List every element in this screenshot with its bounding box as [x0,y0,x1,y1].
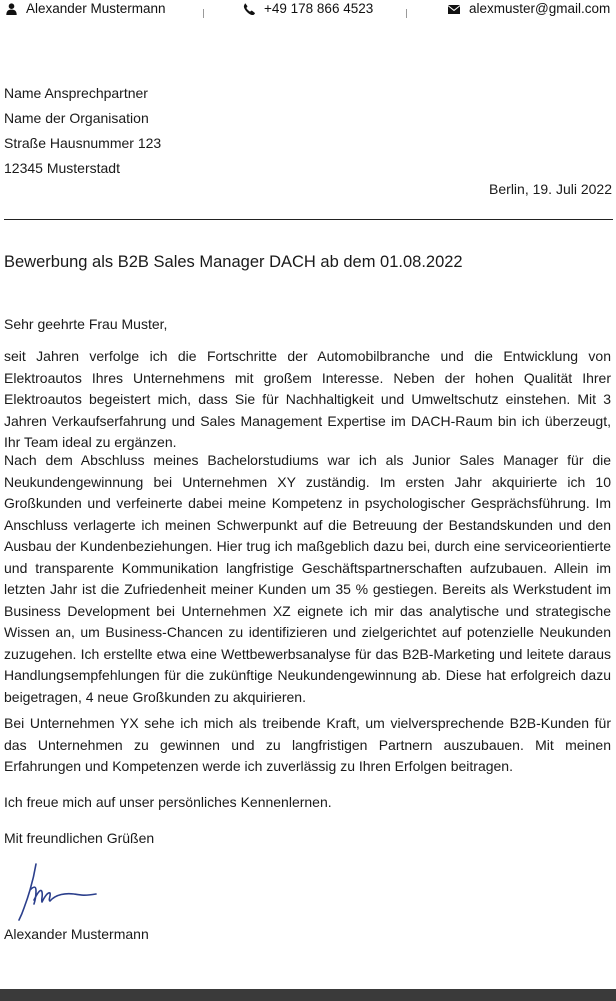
letter-date: Berlin, 19. Juli 2022 [489,181,612,197]
header-separator [406,9,407,18]
recipient-city: 12345 Musterstadt [4,160,120,176]
header-phone-item [243,0,373,18]
divider-line [4,219,613,220]
header-phone: +49 178 866 4523 [264,1,374,16]
header-email: alexmuster@gmail.com [469,1,611,16]
recipient-street: Straße Hausnummer 123 [4,135,162,151]
closing-phrase: Mit freundlichen Grüßen [4,830,155,846]
person-icon [6,3,17,15]
footer-bar [0,989,616,1001]
envelope-icon [448,5,460,14]
salutation: Sehr geehrte Frau Muster, [4,316,168,332]
phone-icon [243,3,255,15]
recipient-contact: Name Ansprechpartner [4,85,148,101]
header-name: Alexander Mustermann [26,1,166,16]
handwritten-signature [14,860,104,922]
contact-header [0,0,616,20]
body-paragraph-1: seit Jahren verfolge ich die Fortschritte der Automobilbranche und die Entwicklung von Elektroautos Ihres Unternehmens mit großem Interesse. Neben der hohen Qualität Ihrer Elektroautos begeistert mich, dass Sie für Nachhaltigkeit und Umweltschutz einstehen. Mit 3 Jahren Verkaufserfahrung und Sales Management Expertise im DACH-Raum bin ich überzeugt, Ihr Team ideal zu ergänzen. [4,348,611,450]
body-paragraph-2: Nach dem Abschluss meines Bachelorstudiums war ich als Junior Sales Manager für die Neukundengewinnung bei Unternehmen XY zuständig. Im ersten Jahr akquirierte ich 10 Großkunden und verfeinerte dabei meine Kompetenz in psychologischer Gesprächsführung. Im Anschluss verlagerte ich meinen Schwerpunkt auf die Betreuung der Bestandskunden und den Ausbau der Kundenbeziehungen. Hier trug ich maßgeblich dazu bei, durch eine serviceorientierte und transparente Kommunikation langfristige Geschäftspartnerschaften aufzubauen. Allein im letzten Jahr ist die Zufriedenheit meiner Kunden um 35 % gestiegen. Bereits als Werkstudent im Business Development bei Unternehmen XZ eignete ich mir das analytische und strategische Wissen an, um Business-Chancen zu identifizieren und zielgerichtet auf potenzielle Neukunden zuzugehen. Ich erstellte etwa eine Wettbewerbsanalyse für das B2B-Marketing und leitete daraus Handlungsempfehlungen für die zukünftige Neukundengewinnung ab. Diese hat erfolgreich dazu beigetragen, 4 neue Großkunden zu akquirieren. [4,452,611,705]
signer-name: Alexander Mustermann [4,926,149,942]
header-email-item [448,0,610,18]
body-paragraph-4: Ich freue mich auf unser persönliches Kennenlernen. [4,794,332,810]
recipient-organisation: Name der Organisation [4,110,149,126]
header-separator [203,9,204,18]
signature-stroke [19,864,96,920]
header-name-item [6,0,166,18]
recipient-address [4,81,161,181]
letter-subject: Bewerbung als B2B Sales Manager DACH ab dem 01.08.2022 [4,253,463,271]
body-paragraph-3: Bei Unternehmen YX sehe ich mich als treibende Kraft, um vielversprechende B2B-Kunden für das Unternehmen zu gewinnen und zu langfristigen Partnern auszubauen. Mit meinen Erfahrungen und Kompetenzen werde ich zuverlässig zu Ihren Erfolgen beitragen. [4,715,611,774]
